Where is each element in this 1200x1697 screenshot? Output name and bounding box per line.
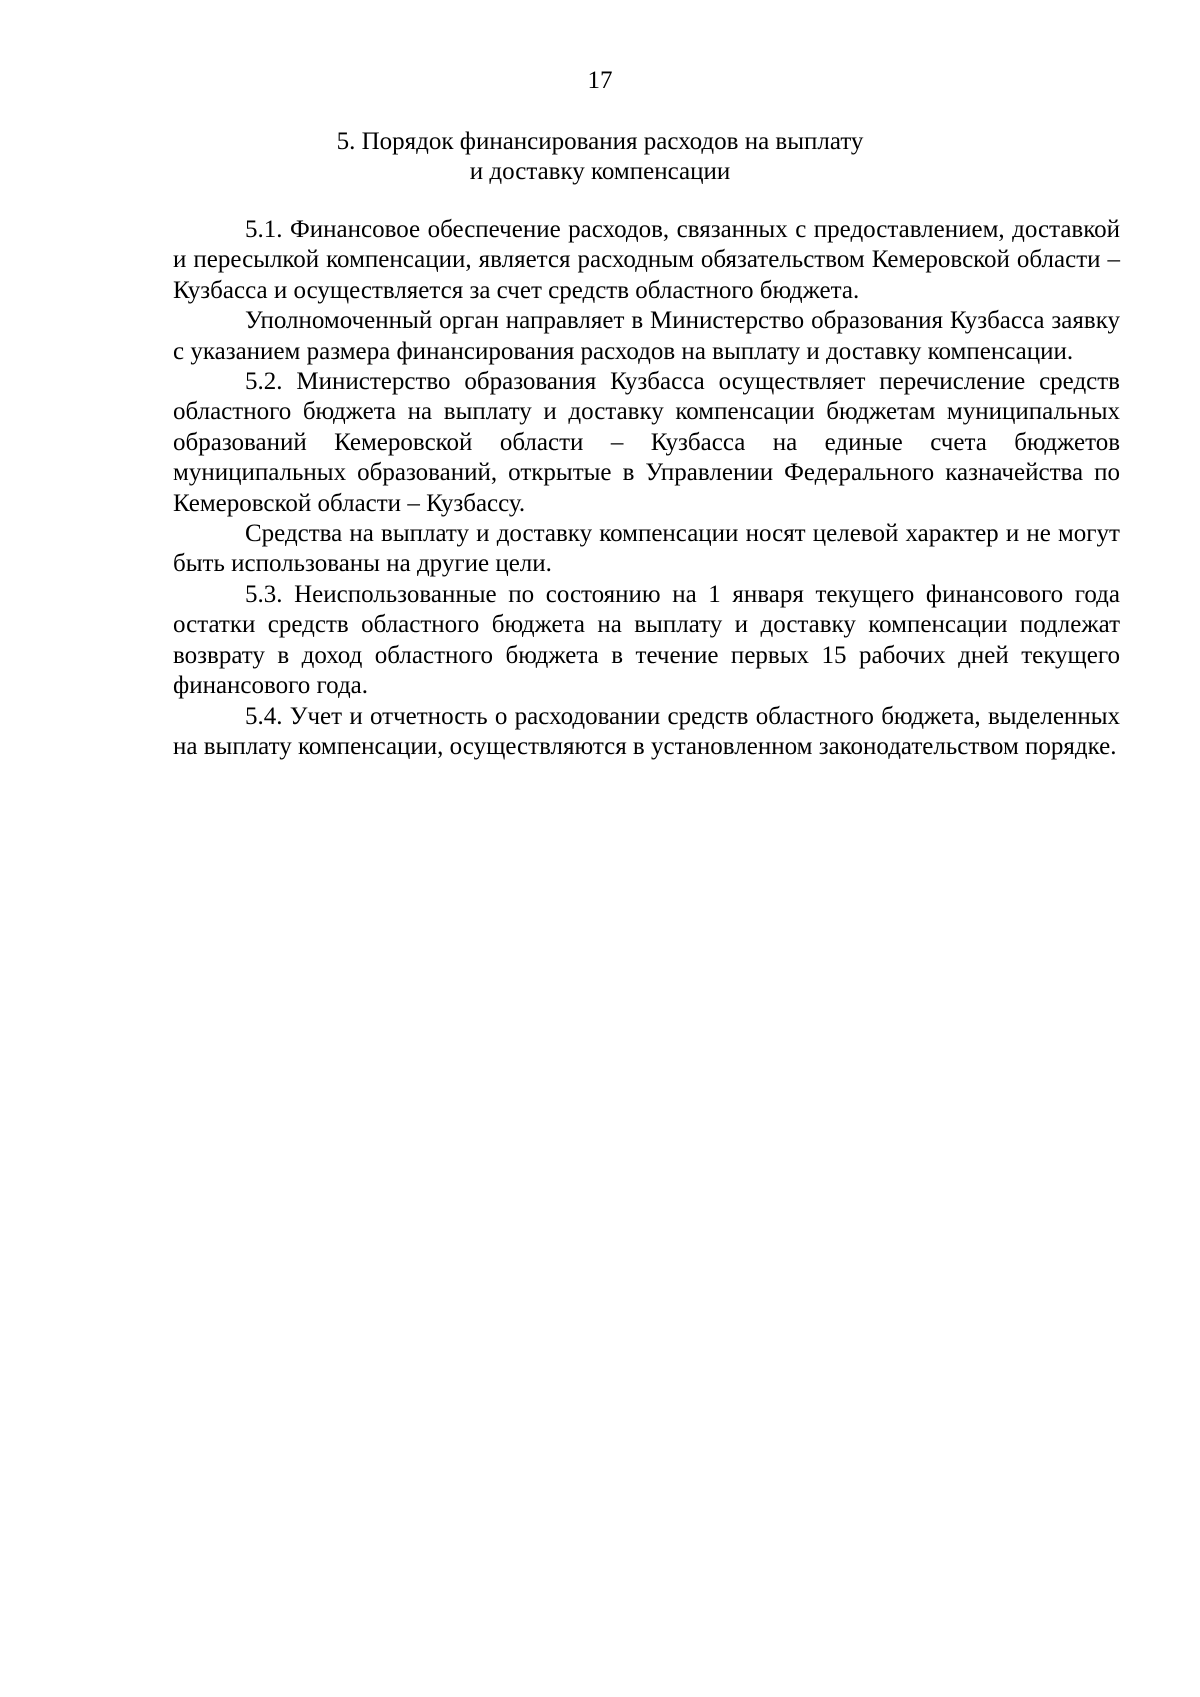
paragraph-5-3: 5.3. Неиспользованные по состоянию на 1 января текущего финансового года остатки средств областного бюджета на выплату и доставку компенсации подлежат возврату в доход областного бюджета в течение первых 15 рабочих дней текущего финансового года.: [173, 580, 1120, 700]
section-title-line-1: 5. Порядок финансирования расходов на выплату: [336, 128, 864, 155]
section-body: [173, 215, 1120, 762]
paragraph-5-2-purpose: Средства на выплату и доставку компенсации носят целевой характер и не могут быть использованы на другие цели.: [173, 520, 1120, 578]
paragraph-5-2: 5.2. Министерство образования Кузбасса осуществляет перечисление средств областного бюджета на выплату и доставку компенсации бюджетам муниципальных образований Кемеровской области – Кузбасса на единые счета бюджетов муниципальных образований, открытые в Управлении Федерального казначейства по Кемеровской области – Кузбассу.: [173, 368, 1120, 517]
paragraph-5-1: 5.1. Финансовое обеспечение расходов, связанных с предоставлением, доставкой и пересылкой компенсации, является расходным обязательством Кемеровской области – Кузбасса и осуществляется за счет средств областного бюджета.: [173, 216, 1120, 304]
paragraph-5-1-request: Уполномоченный орган направляет в Министерство образования Кузбасса заявку с указанием размера финансирования расходов на выплату и доставку компенсации.: [173, 307, 1120, 365]
paragraph-5-4: 5.4. Учет и отчетность о расходовании средств областного бюджета, выделенных на выплату компенсации, осуществляются в установленном законодательством порядке.: [173, 702, 1120, 760]
section-title-line-2: и доставку компенсации: [469, 158, 731, 185]
page-number: 17: [587, 67, 613, 94]
section-title: [0, 127, 1200, 187]
